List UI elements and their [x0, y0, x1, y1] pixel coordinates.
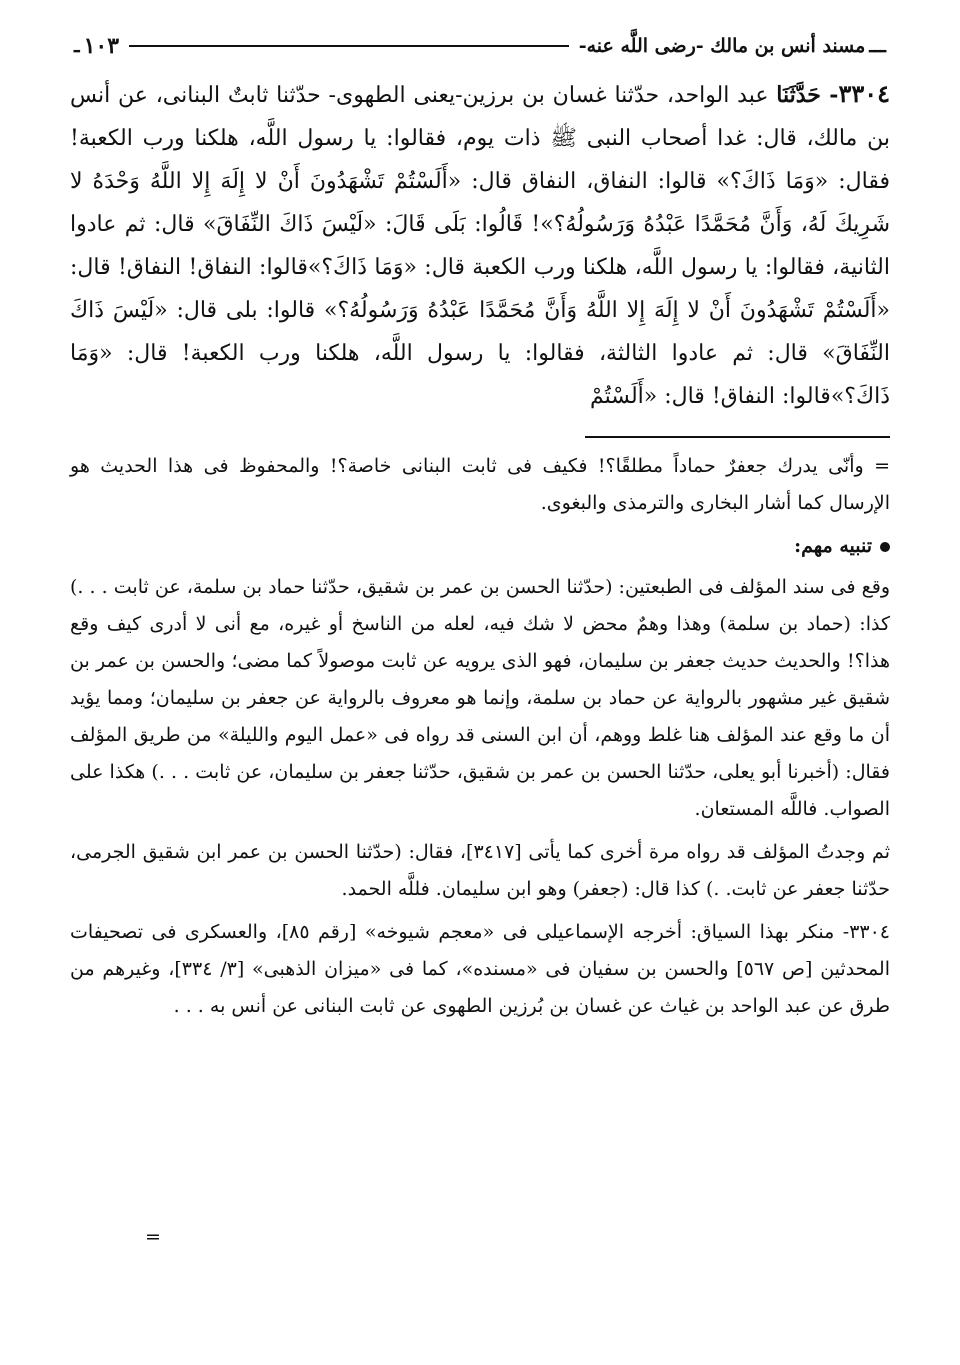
tanbih-paragraph: وقع فى سند المؤلف فى الطبعتين: (حدّثنا الحسن بن عمر بن شقيق، حدّثنا حماد بن سلمة، عن ثابت . . .) كذا: (حماد بن سلمة) وهذا وهمٌ محض لا شك فيه، لعله من الناسخ أو غيره، مع أنى لا أدرى كيف وقع هذا؟! والحديث حديث جعفر بن سليمان، فهو الذى يرويه عن ثابت موصولاً كما مضى؛ والحسن بن عمر بن شقيق غير مشهور بالرواية عن حماد بن سلمة، وإنما هو معروف بالرواية عن جعفر بن سليمان؛ ومما يؤيد أن ما وقع عند المؤلف هنا غلط ووهم، أن ابن السنى قد رواه فى «عمل اليوم والليلة» من طريق المؤلف فقال: (أخبرنا أبو يعلى، حدّثنا الحسن بن عمر بن شقيق، حدّثنا جعفر بن سليمان، عن ثابت . . .) هكذا على الصواب. فاللَّه المستعان. [70, 576, 890, 820]
hadith-body: عبد الواحد، حدّثنا غسان بن برزين-يعنى الطهوى- حدّثنا ثابتٌ البنانى، عن أنس بن مالك، قال: غدا أصحاب النبى ﷺ ذات يوم، فقالوا: يا رسول اللَّه، هلكنا ورب الكعبة! فقال: «وَمَا ذَاكَ؟» قالوا: النفاق، النفاق قال: «أَلَسْتُمْ تَشْهَدُونَ أَنْ لا إِلَهَ إِلا اللَّهُ وَحْدَهُ لا شَرِيكَ لَهُ، وَأَنَّ مُحَمَّدًا عَبْدُهُ وَرَسُولُهُ؟»! قَالُوا: بَلَى قَالَ: «لَيْسَ ذَاكَ النِّفَاقَ» قال: ثم عادوا الثانية، فقالوا: يا رسول اللَّه، هلكنا ورب الكعبة قال: «وَمَا ذَاكَ؟»قالوا: النفاق! النفاق! قال: «أَلَسْتُمْ تَشْهَدُونَ أَنْ لا إِلَهَ إِلا اللَّهُ وَأَنَّ مُحَمَّدًا عَبْدُهُ وَرَسُولُهُ؟» قالوا: بلى قال: «لَيْسَ ذَاكَ النِّفَاقَ» قال: ثم عادوا الثالثة، فقالوا: يا رسول اللَّه، هلكنا ورب الكعبة! قال: «وَمَا ذَاكَ؟»قالوا: النفاق! قال: «أَلَسْتُمْ [70, 83, 890, 409]
note-continuation: = وأنّى يدرك جعفرٌ حماداً مطلقًا؟! فكيف فى ثابت البنانى خاصة؟! والمحفوظ فى هذا الحديث هو الإرسال كما أشار البخارى والترمذى والبغوى. [70, 455, 890, 514]
hadith-text [70, 72, 890, 418]
page-number: ١٠٣ [83, 33, 120, 59]
header-title: مسند أنس بن مالك -رضى اللَّه عنه- [578, 35, 866, 57]
page [70, 28, 890, 1031]
running-header [70, 28, 890, 64]
hadith-paragraph [70, 72, 890, 418]
bullet-icon [880, 542, 890, 552]
tanbih-heading: تنبيه مهم: [794, 535, 872, 557]
continue-mark: = [145, 1226, 161, 1248]
found-paragraph: ثم وجدتُ المؤلف قد رواه مرة أخرى كما يأتى [٣٤١٧]، فقال: (حدّثنا الحسن بن عمر ابن شقيق الجرمى، حدّثنا جعفر عن ثابت. .) كذا قال: (جعفر) وهو ابن سليمان. فللَّه الحمد. [70, 841, 890, 900]
takhrij-paragraph: ٣٣٠٤- منكر بهذا السياق: أخرجه الإسماعيلى فى «معجم شيوخه» [رقم ٨٥]، والعسكرى فى تصحيفات المحدثين [ص ٥٦٧] والحسن بن سفيان فى «مسنده»، كما فى «ميزان الذهبى» [٣/ ٣٣٤]، وغيرهم من طرق عن عبد الواحد بن غياث عن غسان بن بُرزين الطهوى عن ثابت البنانى عن أنس به . . . [70, 921, 891, 1017]
header-rule [129, 45, 569, 47]
tanbih-heading-line [70, 528, 890, 565]
footnote-separator [585, 436, 890, 438]
footnotes [70, 448, 890, 1025]
hadith-lead: - حَدَّثَنَا [776, 82, 839, 108]
header-dash-left: ـ [74, 35, 80, 57]
header-dash-right: ـــ [869, 35, 886, 57]
hadith-number: ٣٣٠٤ [838, 79, 890, 108]
